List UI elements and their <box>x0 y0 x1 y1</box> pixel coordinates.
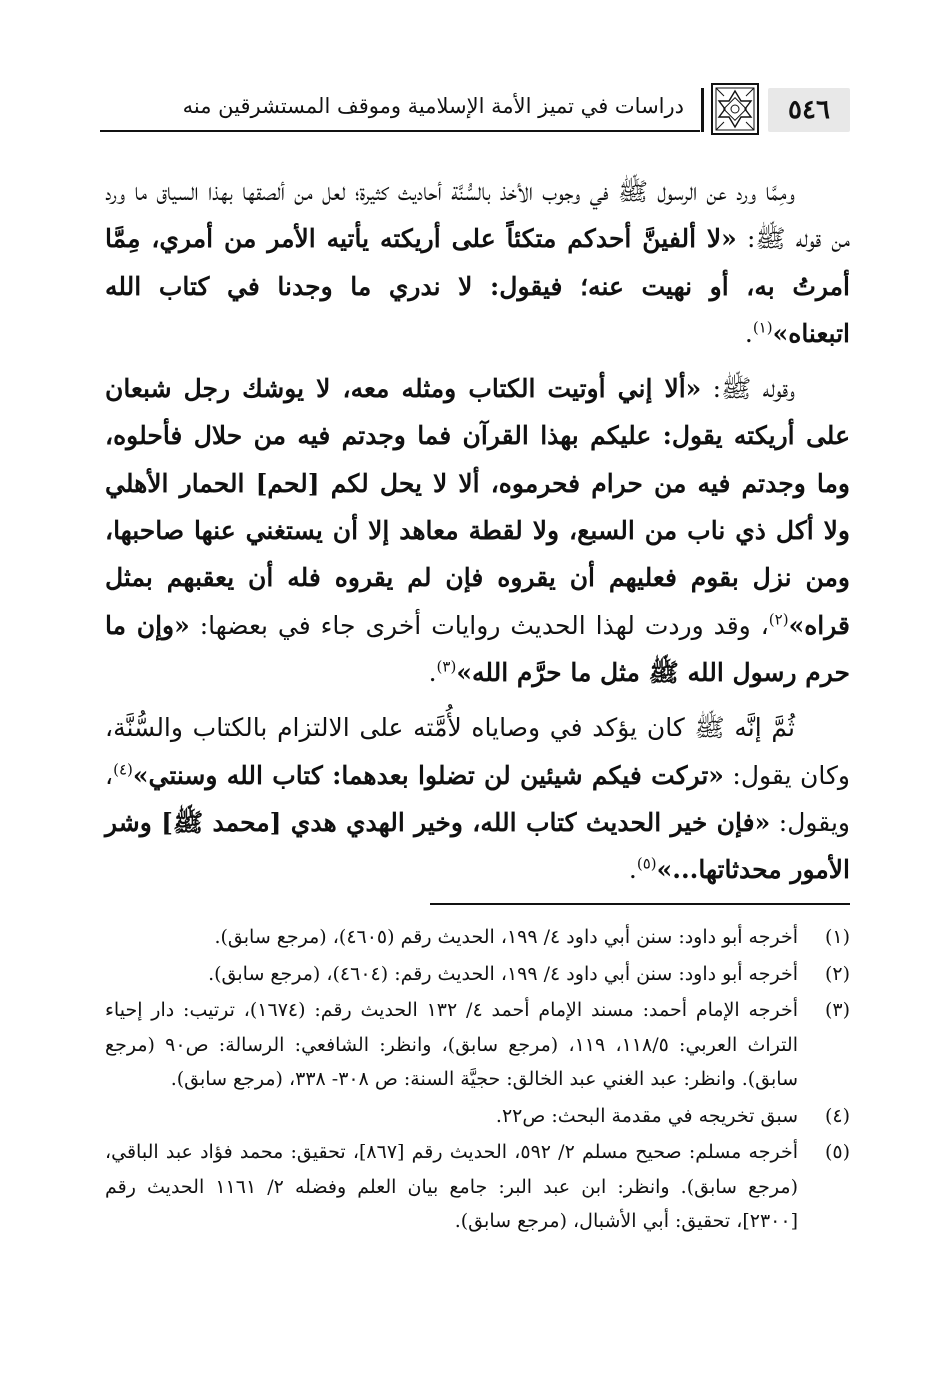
header-separator <box>701 88 704 132</box>
footnote-item <box>105 920 850 955</box>
main-text <box>105 168 850 901</box>
paragraph-3-text-b: ، ويقول: <box>105 760 850 837</box>
footnote-ref-4[interactable]: (٤) <box>113 760 133 779</box>
footnote-text: أخرجه أبو داود: سنن أبي داود ٤/ ١٩٩، الحديث رقم: (٤٦٠٤)، (مرجع سابق). <box>208 962 798 985</box>
paragraph-2-text: وقوله ﷺ: <box>701 374 795 404</box>
paragraph-3-end: . <box>628 855 637 885</box>
footnote-text: أخرجه مسلم: صحيح مسلم ٢/ ٥٩٢، الحديث رقم [٨٦٧]، تحقيق: محمد فؤاد عبد الباقي، (مرجع سابق). وانظر: ابن عبد البر: جامع بيان العلم وفضله ٢/ ١١٦١ الحديث رقم [٢٣٠٠]، تحقيق: أبي الأشبال، (مرجع سابق). <box>105 1141 798 1232</box>
hadith-quote-2: «ألا إني أوتيت الكتاب ومثله معه، لا يوشك رجل شبعان على أريكته يقول: عليكم بهذا القرآن فما وجدتم فيه من حلال فأحلوه، وما وجدتم فيه من حرام فحرموه، ألا لا يحل لكم [لحم] الحمار الأهلي ولا أكل ذي ناب من السبع، ولا لقطة معاهد إلا أن يستغني عنها صاحبها، ومن نزل بقوم فعليهم أن يقروه فإن لم يقروه فله أن يعقبهم بمثل قراه» <box>105 374 850 640</box>
footnote-ref-3[interactable]: (٣) <box>436 657 457 676</box>
paragraph-2-end: . <box>428 657 437 687</box>
footnote-separator <box>430 903 850 905</box>
footnote-text: أخرجه الإمام أحمد: مسند الإمام أحمد ٤/ ١٣٢ الحديث رقم: (١٦٧٤)، ترتيب: دار إحياء التراث العربي: ١١٨/٥، ١١٩، (مرجع سابق)، وانظر: الشافعي: الرسالة: ص٩٠ (مرجع سابق). وانظر: عبد الغني عبد الخالق: حجيَّة السنة: ص ٣٠٨- ٣٣٨، (مرجع سابق). <box>105 999 798 1090</box>
footnote-text: أخرجه أبو داود: سنن أبي داود ٤/ ١٩٩، الحديث رقم (٤٦٠٥)، (مرجع سابق). <box>214 926 798 948</box>
paragraph-2-text-b: ، وقد وردت لهذا الحديث روايات أخرى جاء في بعضها: <box>189 610 769 640</box>
paragraph-3-text: ثُمَّ إنَّه ﷺ كان يؤكد في وصاياه لأُمَّته على الالتزام بالكتاب والسُّنَّة، وكان يقول: <box>105 713 851 790</box>
page-header <box>100 82 850 138</box>
footnote-item <box>105 993 850 1097</box>
geometric-ornament-icon <box>710 82 760 136</box>
paragraph-1 <box>105 168 850 357</box>
footnote-number: (٣) <box>824 999 850 1021</box>
paragraph-3 <box>105 704 850 893</box>
footnote-item <box>105 1135 850 1239</box>
header-rule <box>100 130 700 132</box>
footnote-text: سبق تخريجه في مقدمة البحث: ص٢٢. <box>495 1104 798 1127</box>
footnote-item <box>105 1099 850 1134</box>
paragraph-1-text: ومِمَّا ورد عن الرسول ﷺ في وجوب الأخذ بالسُّنَّة أحاديث كثيرة؛ لعل من ألصقها بهذا السياق ما ورد من قوله ﷺ: <box>105 177 850 254</box>
paragraph-2 <box>105 365 850 696</box>
footnote-ref-5[interactable]: (٥) <box>636 854 657 873</box>
hadith-quote-1: «لا ألفينَّ أحدكم متكئاً على أريكته يأتيه الأمر من أمري، مِمَّا أمرتُ به، أو نهيت عنه؛ فيقول: لا ندري ما وجدنا في كتاب الله اتبعناه» <box>105 224 850 348</box>
page-number: ٥٤٦ <box>768 88 850 132</box>
footnotes <box>105 920 850 1241</box>
footnote-number: (٥) <box>824 1141 850 1163</box>
running-title: دراسات في تميز الأمة الإسلامية وموقف المستشرقين منه <box>182 94 684 118</box>
footnote-ref-2[interactable]: (٢) <box>768 610 789 629</box>
footnote-item <box>105 957 850 992</box>
hadith-quote-5: «فإن خير الحديث كتاب الله، وخير الهدي هدي [محمد ﷺ] وشر الأمور محدثاتها...» <box>105 807 850 885</box>
footnote-number: (٤) <box>824 1104 850 1127</box>
hadith-quote-4: «تركت فيكم شيئين لن تضلوا بعدهما: كتاب الله وسنتي» <box>132 760 724 790</box>
footnote-number: (٢) <box>824 962 850 985</box>
hadith-quote-3: «وإن ما حرم رسول الله ﷺ مثل ما حرَّم الله» <box>105 610 850 687</box>
paragraph-1-end: . <box>744 318 753 348</box>
footnote-number: (١) <box>824 926 850 948</box>
footnote-ref-1[interactable]: (١) <box>752 318 773 337</box>
